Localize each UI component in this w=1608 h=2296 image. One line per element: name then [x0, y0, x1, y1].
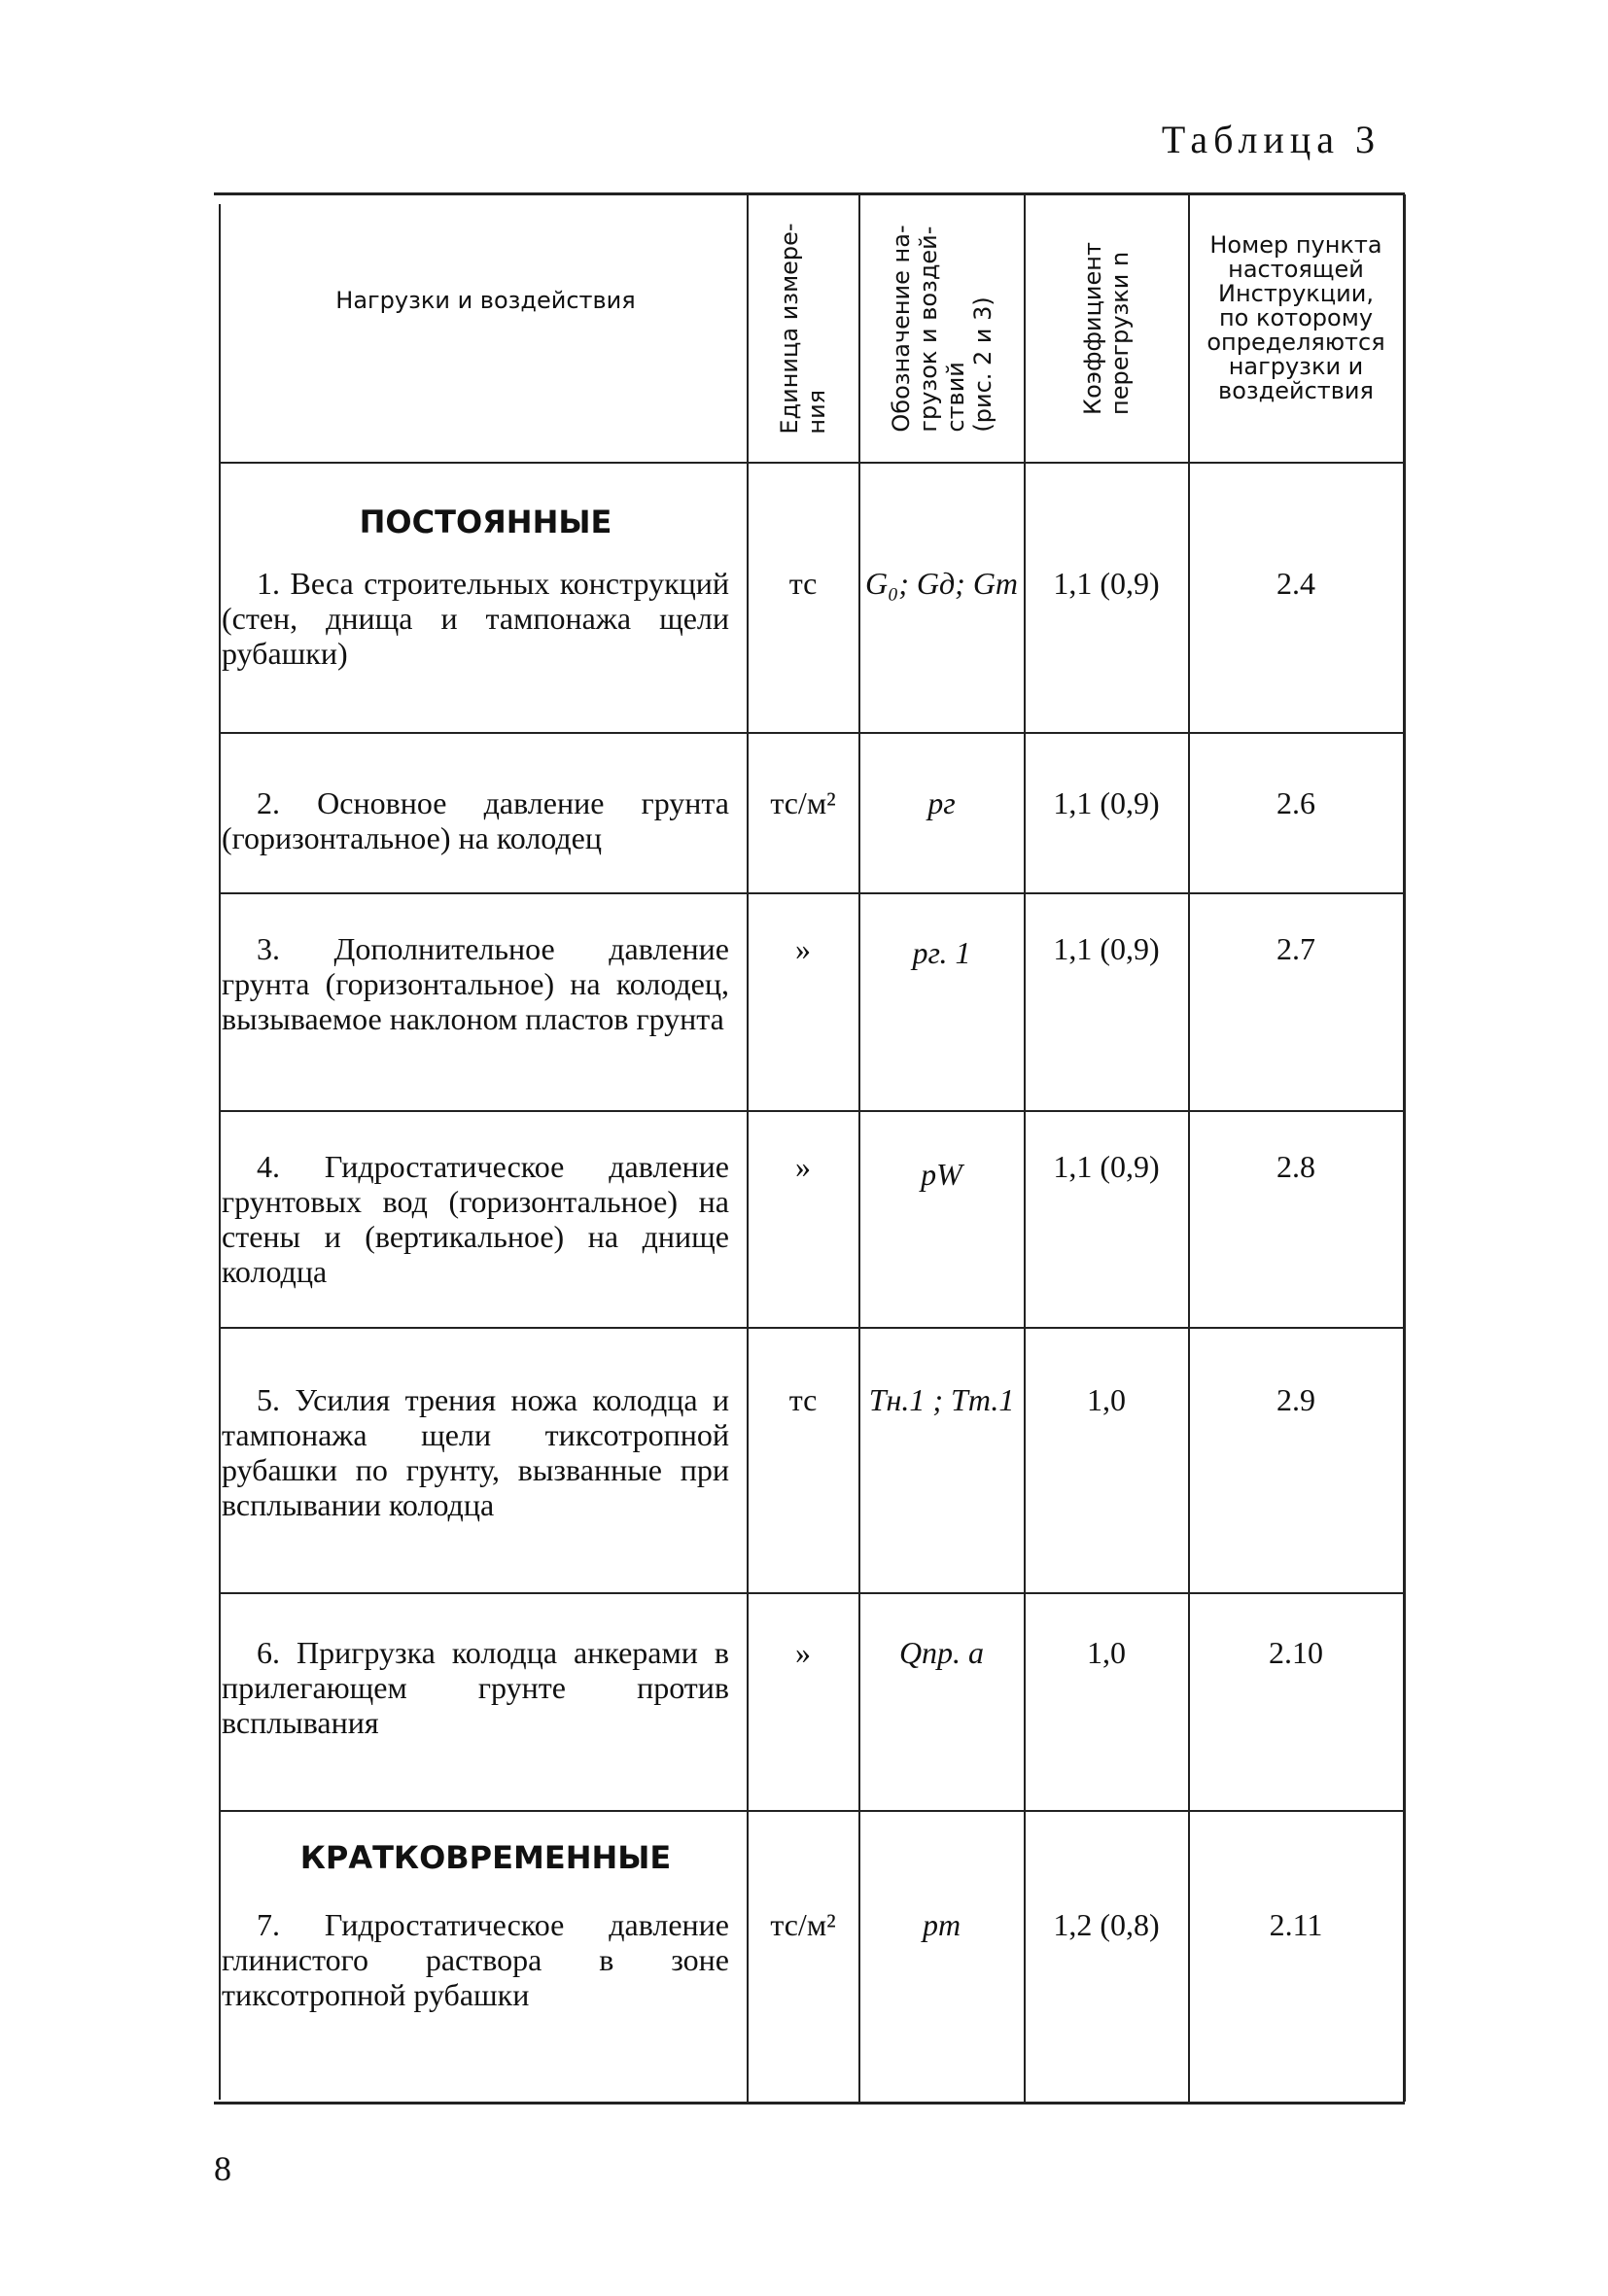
row-divider-4	[219, 1327, 1405, 1329]
row-2-clause: 2.6	[1276, 785, 1315, 820]
row-4-text: 4. Гидростатическое давление грунтовых вод (горизонтальное) на стены и (вертикальное) на днище колодца	[222, 1149, 729, 1289]
col-line-0	[219, 204, 221, 2100]
row-divider-3	[219, 1110, 1405, 1112]
header-clause-line-2: настоящей	[1228, 256, 1364, 283]
header-unit-line-2: ния	[803, 389, 830, 435]
row-5-symbol: Tн.1 ; Tт.1	[868, 1382, 1015, 1417]
row-5-text: 5. Усилия трения ножа колодца и тампонажа щели тиксотропной рубашки по грунту, вызванные при всплывании колодца	[222, 1382, 729, 1522]
table-caption: Таблица 3	[1161, 118, 1381, 161]
section-temporary: КРАТКОВРЕМЕННЫЕ	[299, 1839, 672, 1876]
row-1-unit: тс	[788, 566, 818, 601]
row-7-coef: 1,2 (0,8)	[1053, 1907, 1160, 1942]
col-line-1	[747, 194, 749, 2102]
header-load: Нагрузки и воздействия	[335, 287, 636, 314]
header-clause-line-3: Инструкции,	[1218, 280, 1374, 307]
header-clause	[1190, 233, 1402, 403]
header-symbol-line-3: ствий	[941, 362, 969, 433]
row-2-symbol: pг	[927, 785, 956, 820]
row-7-unit: тс/м²	[770, 1907, 836, 1942]
row-3-symbol: pг. 1	[912, 935, 971, 970]
header-coef-line-1: Коэффициент	[1079, 242, 1106, 415]
row-3-coef: 1,1 (0,9)	[1053, 931, 1160, 966]
row-7-symbol: pт	[922, 1907, 961, 1942]
row-7-text: 7. Гидростатическое давление глинистого раствора в зоне тиксотропной рубашки	[222, 1907, 729, 2012]
col-line-4	[1188, 194, 1190, 2102]
row-3-unit: »	[795, 931, 811, 966]
header-clause-line-1: Номер пункта	[1209, 231, 1382, 259]
row-5-unit: тс	[788, 1382, 818, 1417]
row-4-unit: »	[795, 1149, 811, 1184]
row-4-clause: 2.8	[1276, 1149, 1315, 1184]
header-symbol-line-1: Обозначение на-	[887, 225, 915, 433]
row-divider-1	[219, 732, 1405, 734]
row-divider-2	[219, 892, 1405, 894]
col-line-2	[858, 194, 860, 2102]
row-5-clause: 2.9	[1276, 1382, 1315, 1417]
section-permanent: ПОСТОЯННЫЕ	[359, 504, 612, 540]
table-top-border	[214, 192, 1405, 195]
row-7-clause: 2.11	[1269, 1907, 1323, 1942]
table-bottom-border	[214, 2102, 1405, 2105]
header-unit	[749, 196, 857, 461]
row-2-unit: тс/м²	[770, 785, 836, 820]
header-coef-line-2: перегрузки n	[1106, 251, 1134, 415]
page-number: 8	[214, 2149, 231, 2188]
header-symbol-line-2: грузок и воздей-	[914, 226, 942, 433]
col-line-5	[1403, 194, 1406, 2102]
header-unit-line-1: Единица измере-	[776, 223, 803, 435]
row-4-coef: 1,1 (0,9)	[1053, 1149, 1160, 1184]
row-3-text: 3. Дополнительное давление грунта (горизонтальное) на колодец, вызываемое наклоном пластов грунта	[222, 931, 729, 1036]
row-6-symbol: Qпр. а	[898, 1635, 985, 1670]
row-divider-6	[219, 1810, 1405, 1812]
row-6-text: 6. Пригрузка колодца анкерами в прилегающем грунте против всплывания	[222, 1635, 729, 1740]
row-6-clause: 2.10	[1269, 1635, 1323, 1670]
row-divider-5	[219, 1592, 1405, 1594]
row-2-coef: 1,1 (0,9)	[1053, 785, 1160, 820]
row-1-text: 1. Веса строительных конструкций (стен, днища и тампонажа щели рубашки)	[222, 566, 729, 671]
header-clause-line-5: определяются	[1206, 329, 1385, 356]
row-1-symbol: G₀; Gд; Gт	[864, 566, 1019, 601]
header-clause-line-6: нагрузки и	[1228, 353, 1364, 380]
header-clause-line-4: по которому	[1218, 304, 1374, 331]
row-3-clause: 2.7	[1276, 931, 1315, 966]
header-symbol-line-4: (рис. 2 и 3)	[968, 296, 996, 433]
col-line-3	[1024, 194, 1026, 2102]
row-2-text: 2. Основное давление грунта (горизонтальное) на колодец	[222, 785, 729, 855]
table-header-divider	[219, 462, 1405, 464]
header-coef	[1026, 196, 1187, 461]
row-6-unit: »	[795, 1635, 811, 1670]
header-clause-line-7: воздействия	[1218, 377, 1374, 404]
row-6-coef: 1,0	[1087, 1635, 1126, 1670]
header-symbol	[860, 196, 1023, 461]
row-4-symbol: pW	[921, 1157, 962, 1192]
row-1-coef: 1,1 (0,9)	[1053, 566, 1160, 601]
row-5-coef: 1,0	[1087, 1382, 1126, 1417]
row-1-clause: 2.4	[1276, 566, 1315, 601]
